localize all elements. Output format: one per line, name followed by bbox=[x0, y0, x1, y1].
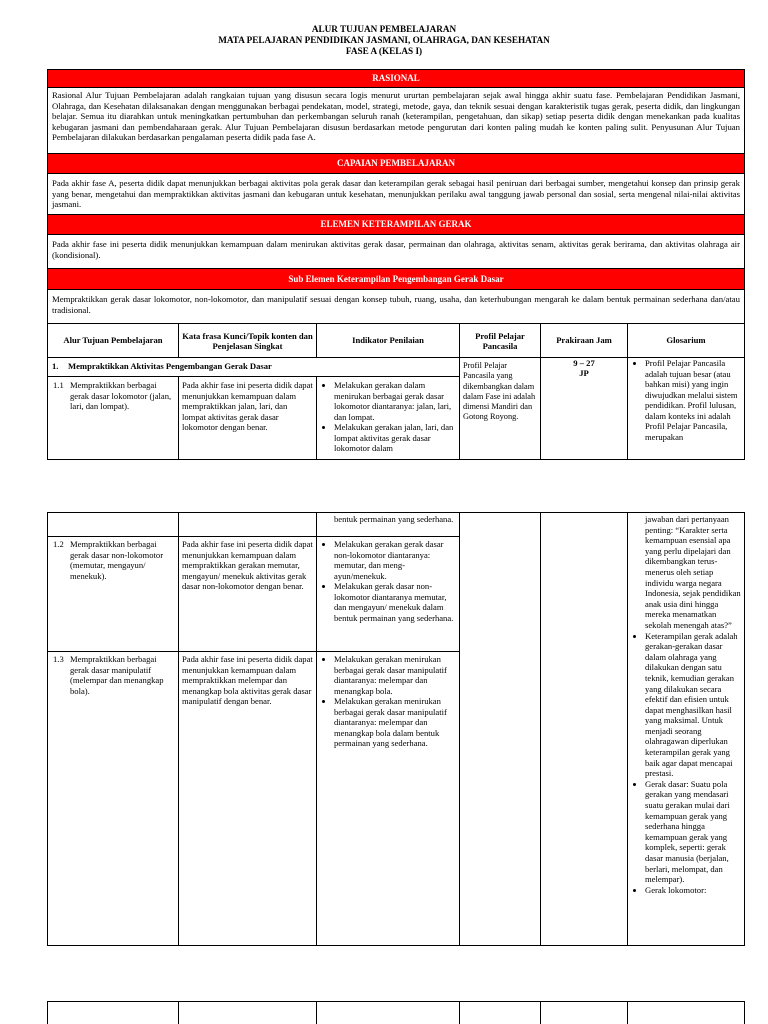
row-1-3-tujuan-text: Mempraktikkan berbagai gerak dasar manipulatif (melempar dan menangkap bola). bbox=[70, 654, 164, 696]
row-1-3-indikator bbox=[317, 652, 459, 942]
row-1-1-number: 1.1 bbox=[53, 380, 64, 390]
title-line-1: ALUR TUJUAN PEMBELAJARAN bbox=[311, 24, 457, 34]
row-1-3-number: 1.3 bbox=[53, 654, 64, 664]
row-1-2-number: 1.2 bbox=[53, 539, 64, 549]
header-kata-frasa: Kata frasa Kunci/Topik konten dan Penjelasan Singkat bbox=[182, 330, 313, 351]
section-number: 1. bbox=[52, 361, 59, 371]
sub-elemen-heading: Sub Elemen Keterampilan Pengembangan Gerak Dasar bbox=[47, 268, 745, 290]
header-indikator: Indikator Penilaian bbox=[352, 335, 424, 346]
row-1-2-tujuan-text: Mempraktikkan berbagai gerak dasar non-lokomotor (memutar, mengayun/ menekuk). bbox=[70, 539, 164, 581]
rasional-heading: RASIONAL bbox=[47, 69, 745, 88]
capaian-heading: CAPAIAN PEMBELAJARAN bbox=[47, 153, 745, 174]
header-prakiraan: Prakiraan Jam bbox=[556, 335, 612, 346]
row-1-1-kata: Pada akhir fase ini peserta didik dapat menunjukkan kemampuan dalam mempraktikkan jalan, lari, dan lompat aktivitas gerak dasar lokomotor dengan benar. bbox=[182, 380, 313, 432]
row-1-1-tujuan bbox=[48, 378, 178, 459]
section-title-text: Mempraktikkan Aktivitas Pengembangan Gerak Dasar bbox=[68, 361, 272, 371]
jam-unit: JP bbox=[579, 368, 589, 378]
glosarium-lokomotor: • Gerak lokomotor: bbox=[645, 885, 741, 896]
glosarium-cell-page2 bbox=[628, 512, 744, 945]
header-profil: Profil Pelajar Pancasila bbox=[475, 330, 525, 351]
glosarium-gerak-dasar: • Gerak dasar: Suatu pola gerakan yang mendasari suatu gerakan mulai dari kemampuan gerak yang sederhana hingga kemampuan gerak yang komplek, seperti: gerak dasar manusia (berjalan, berlari, melompat, dan melempar). bbox=[645, 779, 741, 885]
row-1-3-indikator-1: • Melakukan gerakan menirukan berbagai gerak dasar manipulatif diantaranya: melempar dan menangkap bola. bbox=[334, 654, 456, 696]
carry-indikator: bentuk permainan yang sederhana. bbox=[334, 514, 454, 524]
row-1-2-indikator-2: • Melakukan gerak dasar non-lokomotor diantaranya memutar, dan mengayun/ menekuk dalam bentuk permainan yang sederhana. bbox=[334, 581, 456, 623]
row-1-3-indikator-2: • Melakukan gerakan menirukan berbagai gerak dasar manipulatif diantaranya: melempar dan menangkap bola dalam bentuk permainan yang sederhana. bbox=[334, 696, 456, 749]
glosarium-carry: jawaban dari pertanyaan penting: “Karakter serta kemampuan esensial apa yang perlu dipelajari dan dikembangkan terus-menerus oleh setiap individu warga negara Indonesia, sejak pendidikan anak usia dini hingga mereka menamatkan sekolah menengah atas?” bbox=[645, 514, 741, 630]
row-1-1-indikator bbox=[317, 378, 459, 459]
capaian-text: Pada akhir fase A, peserta didik dapat menunjukkan berbagai aktivitas pola gerak dasar dan keterampilan gerak sebagai hasil peniruan dari berbagai sumber, mengetahui konsep dan prinsip gerak yang benar, mengetahui dan mempraktikkan aktivitas jasmani dan kebugaran untuk kesehatan, menunjukkan perilaku awal tanggung jawab personal dan sosial, serta mengenal nilai-nilai aktivitas jasmani. bbox=[47, 174, 745, 214]
sub-elemen-text: Mempraktikkan gerak dasar lokomotor, non-lokomotor, dan manipulatif sesuai dengan konsep tubuh, ruang, usaha, dan keterhubungan mengarah ke dalam bentuk permainan sederhana dan/atau tradisional. bbox=[47, 290, 745, 323]
title-line-3: FASE A (KELAS I) bbox=[345, 46, 423, 56]
glosarium-keterampilan: • Keterampilan gerak adalah gerakan-gerakan dasar dalam olahraga yang dilakukan dengan satu teknik, kemudian gerakan yang dilakukan secara efektif dan efisien untuk dapat menghasilkan hasil yang maksimal. Untuk menjadi seorang olahragawan diperlukan keterampilan gerak yang baik agar dapat mencapai prestasi. bbox=[645, 631, 741, 779]
glosarium-cell-page1 bbox=[628, 356, 744, 459]
row-1-1-indikator-2: • Melakukan gerakan jalan, lari, dan lompat aktivitas gerak dasar lokomotor dalam bbox=[334, 422, 456, 454]
glosarium-profil: • Profil Pelajar Pancasila adalah tujuan besar (atau bahkan misi) yang ingin diwujudkan melalui sistem pendidikan. Profil lulusan, dalam konteks ini adalah Profil Pelajar Pancasila, merupakan bbox=[645, 358, 741, 442]
header-alur: Alur Tujuan Pembelajaran bbox=[63, 335, 163, 346]
row-1-2-kata: Pada akhir fase ini peserta didik dapat menunjukkan kemampuan dalam mempraktikkan gerakan memutar, mengayun/ menekuk aktivitas gerak dasar non-lokomotor dengan benar. bbox=[182, 539, 313, 591]
row-1-2-indikator-1: • Melakukan gerakan gerak dasar non-lokomotor diantaranya: memutar, dan meng-ayun/menekuk. bbox=[334, 539, 456, 581]
rasional-text: Rasional Alur Tujuan Pembelajaran adalah rangkaian tujuan yang disusun secara logis menurut ururtan pembelajaran sejak awal hingga akhir suatu fase. Pembelajaran Pendidikan Jasmani, Olahraga, dan Kesehatan dilaksanakan dengan menggunakan berbagai pendekatan, model, strategi, metode, gaya, dan teknik sesuai dengan karakteristik tugas gerak, peserta didik, dan lingkungan belajar. Semua itu diarahkan untuk meningkatkan pertumbuhan dan perkembangan seluruh ranah (keterampilan, pengetahuan, dan sikap) setiap peserta didik dengan menekankan pada kualitas kebugaran jasmani dan pembendaharaan gerak. Alur Tujuan Pembelajaran disusun berdasarkan metode pengurutan dari konten paling mudah ke konten paling sulit. Penyusunan Alur Tujuan Pembelajaran dilakukan berdasarkan pengalaman peserta didik pada fase A. bbox=[47, 88, 745, 153]
profil-cell: Profil Pelajar Pancasila yang dikembangkan dalam dalam Fase ini adalah dimensi Mandiri dan Gotong Royong. bbox=[463, 361, 536, 422]
row-1-1-indikator-1: • Melakukan gerakan dalam menirukan berbagai gerak dasar lokomotor diantaranya: jalan, lari, dan lompat. bbox=[334, 380, 456, 422]
document-title bbox=[0, 24, 768, 57]
jam-range: 9 – 27 bbox=[573, 358, 595, 368]
row-1-3-tujuan bbox=[48, 652, 178, 942]
row-1-3-kata: Pada akhir fase ini peserta didik dapat menunjukkan kemampuan dalam mempraktikkan melempar dan menangkap bola aktivitas gerak dasar manipulatif dengan benar. bbox=[182, 654, 313, 706]
elemen-text: Pada akhir fase ini peserta didik menunjukkan kemampuan dalam menirukan aktivitas gerak dasar, permainan dan olahraga, aktivitas senam, aktivitas gerak berirama, dan aktivitas olahraga air (kondisional). bbox=[47, 235, 745, 268]
row-1-1-tujuan-text: Mempraktikkan berbagai gerak dasar lokomotor (jalan, lari, dan lompat). bbox=[70, 380, 172, 411]
header-glosarium: Glosarium bbox=[666, 335, 706, 346]
jam-cell bbox=[541, 356, 627, 380]
row-1-2-indikator bbox=[317, 537, 459, 649]
elemen-heading: ELEMEN KETERAMPILAN GERAK bbox=[47, 214, 745, 235]
section-title bbox=[48, 359, 458, 376]
title-line-2: MATA PELAJARAN PENDIDIKAN JASMANI, OLAHRAGA, DAN KESEHATAN bbox=[218, 35, 550, 45]
row-1-2-tujuan bbox=[48, 537, 178, 649]
